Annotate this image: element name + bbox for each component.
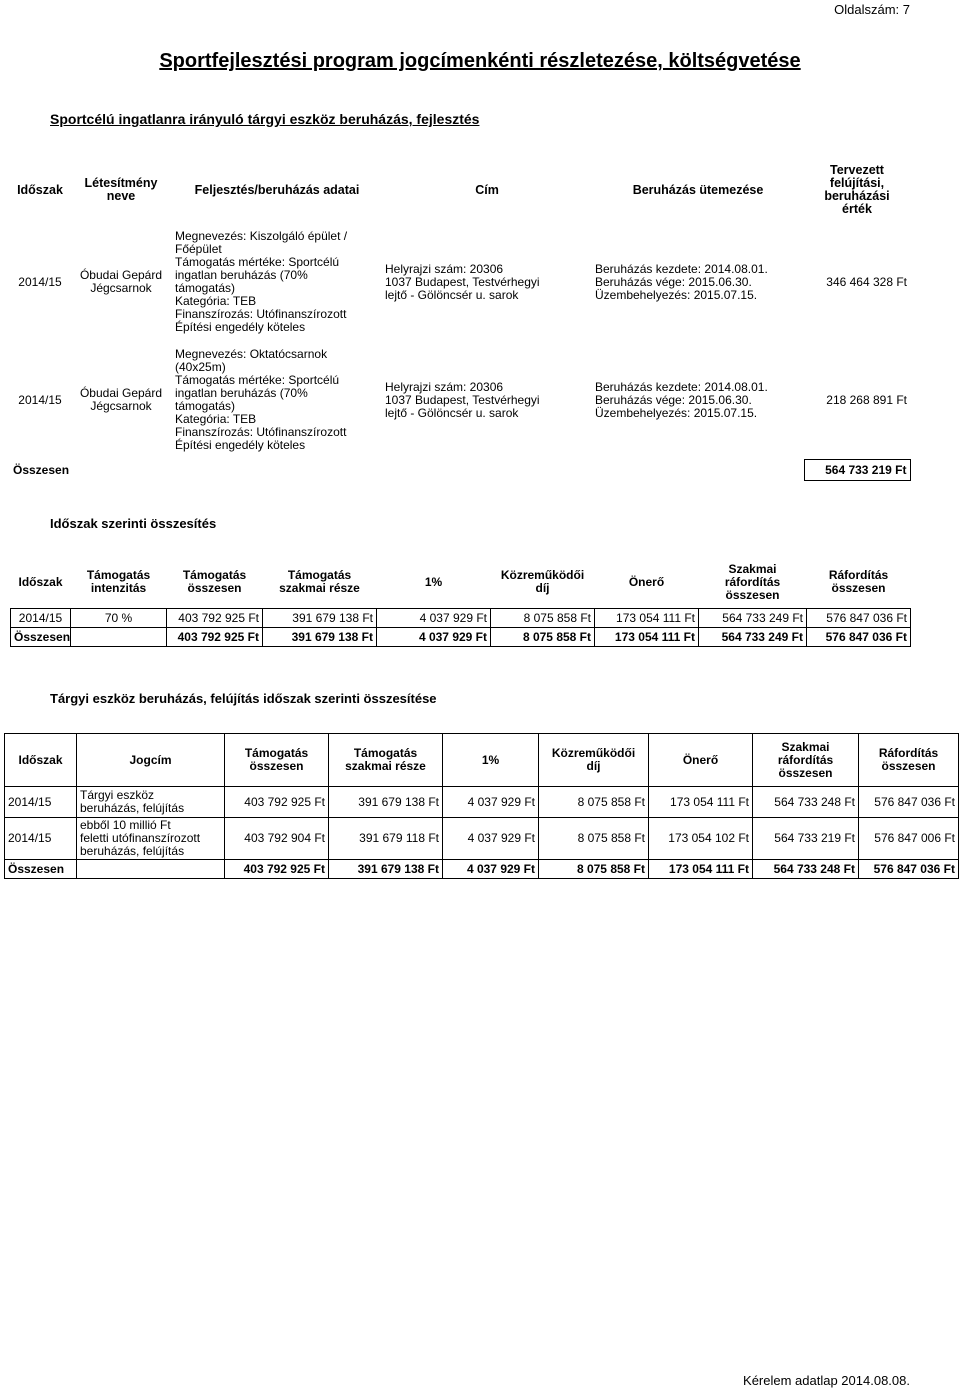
- cell: 391 679 138 Ft: [263, 609, 377, 628]
- page-number: Oldalszám: 7: [834, 2, 910, 17]
- col-header: Támogatás intenzitás: [71, 556, 167, 609]
- cell: 576 847 036 Ft: [859, 860, 959, 879]
- cell: 173 054 111 Ft: [595, 609, 699, 628]
- cell: Összesen: [11, 628, 71, 647]
- cell: 403 792 925 Ft: [167, 609, 263, 628]
- col-header: 1%: [443, 734, 539, 787]
- cell: 4 037 929 Ft: [377, 628, 491, 647]
- cell: 4 037 929 Ft: [443, 787, 539, 818]
- cell: 173 054 102 Ft: [649, 818, 753, 860]
- col-header: Ráfordítás összesen: [859, 734, 959, 787]
- cell-address: Helyrajzi szám: 20306 1037 Budapest, Testvérhegyi lejtő - Gölöncsér u. sarok: [385, 261, 540, 302]
- col-header: Ráfordítás összesen: [807, 556, 911, 609]
- cell: Tárgyi eszköz beruházás, felújítás: [77, 787, 225, 818]
- cell: [77, 860, 225, 879]
- cell: 8 075 858 Ft: [491, 628, 595, 647]
- cell-period: 2014/15: [18, 274, 62, 289]
- project-table: [10, 157, 911, 481]
- col-header: Beruházás ütemezése: [632, 182, 764, 197]
- col-header: Jogcím: [77, 734, 225, 787]
- col-header: 1%: [377, 556, 491, 609]
- cell: 576 847 036 Ft: [807, 609, 911, 628]
- cell: 8 075 858 Ft: [491, 609, 595, 628]
- cell: 173 054 111 Ft: [595, 628, 699, 647]
- cell: 2014/15: [11, 609, 71, 628]
- cell: 564 733 219 Ft: [753, 818, 859, 860]
- cell: 391 679 138 Ft: [329, 860, 443, 879]
- page-title: Sportfejlesztési program jogcímenkénti részletezése, költségvetése: [159, 50, 801, 72]
- col-header: Önerő: [649, 734, 753, 787]
- table-row: [5, 787, 959, 818]
- cell: 564 733 248 Ft: [753, 787, 859, 818]
- period-summary-heading: Időszak szerinti összesítés: [50, 516, 217, 531]
- total-row: [5, 860, 959, 879]
- col-header: Cím: [475, 182, 499, 197]
- col-header: Tervezett felújítási, beruházási érték: [824, 163, 890, 216]
- cell: Összesen: [5, 860, 77, 879]
- asset-summary-heading: Tárgyi eszköz beruházás, felújítás időszak szerinti összesítése: [50, 691, 437, 706]
- asset-summary-header: [5, 734, 959, 787]
- total-row: [10, 460, 910, 481]
- section-subtitle: Sportcélú ingatlanra irányuló tárgyi eszköz beruházás, fejlesztés: [50, 111, 480, 127]
- cell: 403 792 904 Ft: [225, 818, 329, 860]
- table-row: [5, 818, 959, 860]
- cell: 576 847 036 Ft: [807, 628, 911, 647]
- col-header: Időszak: [11, 556, 71, 609]
- cell: 403 792 925 Ft: [225, 787, 329, 818]
- cell: 8 075 858 Ft: [539, 860, 649, 879]
- col-header: Időszak: [5, 734, 77, 787]
- cell: 576 847 006 Ft: [859, 818, 959, 860]
- cell-facility: Óbudai Gepárd Jégcsarnok: [79, 386, 163, 414]
- cell: 391 679 138 Ft: [263, 628, 377, 647]
- col-header: Közreműködői díj: [539, 734, 649, 787]
- cell: 8 075 858 Ft: [539, 787, 649, 818]
- col-header: Szakmai ráfordítás összesen: [753, 734, 859, 787]
- col-header: Támogatás szakmai része: [329, 734, 443, 787]
- col-header: Támogatás összesen: [225, 734, 329, 787]
- cell: 4 037 929 Ft: [443, 860, 539, 879]
- period-summary-header: [11, 556, 911, 609]
- cell: 2014/15: [5, 787, 77, 818]
- cell: 8 075 858 Ft: [539, 818, 649, 860]
- asset-summary-table: [4, 733, 959, 879]
- total-value: 564 733 219 Ft: [804, 460, 910, 481]
- cell: 403 792 925 Ft: [225, 860, 329, 879]
- total-row: [11, 628, 911, 647]
- cell-address: Helyrajzi szám: 20306 1037 Budapest, Testvérhegyi lejtő - Gölöncsér u. sarok: [385, 379, 540, 420]
- total-label: Összesen: [13, 462, 70, 477]
- col-header: Létesítmény neve: [84, 176, 158, 203]
- cell-schedule: Beruházás kezdete: 2014.08.01. Beruházás vége: 2015.06.30. Üzembehelyezés: 2015.07.15.: [595, 379, 768, 420]
- table-row: [10, 223, 910, 341]
- cell: 70 %: [71, 609, 167, 628]
- cell: 576 847 036 Ft: [859, 787, 959, 818]
- cell: 2014/15: [5, 818, 77, 860]
- cell-details: Megnevezés: Oktatócsarnok (40x25m) Támogatás mértéke: Sportcélú ingatlan beruházás (70% támogatás) Kategória: TEB Finanszírozás: Utófinanszírozott Építési engedély köteles: [175, 347, 347, 453]
- cell: 4 037 929 Ft: [443, 818, 539, 860]
- col-header: Önerő: [595, 556, 699, 609]
- table-row: [10, 341, 910, 460]
- cell: 564 733 249 Ft: [699, 609, 807, 628]
- cell: 564 733 248 Ft: [753, 860, 859, 879]
- cell-period: 2014/15: [18, 392, 62, 407]
- col-header: Szakmai ráfordítás összesen: [699, 556, 807, 609]
- project-table-header: [10, 157, 910, 223]
- col-header: Támogatás összesen: [167, 556, 263, 609]
- cell-schedule: Beruházás kezdete: 2014.08.01. Beruházás vége: 2015.06.30. Üzembehelyezés: 2015.07.15.: [595, 261, 768, 302]
- cell-value: 346 464 328 Ft: [826, 274, 907, 289]
- cell: 403 792 925 Ft: [167, 628, 263, 647]
- cell: 564 733 249 Ft: [699, 628, 807, 647]
- cell: ebből 10 millió Ft feletti utófinanszírozott beruházás, felújítás: [77, 818, 225, 860]
- cell: 4 037 929 Ft: [377, 609, 491, 628]
- cell: 391 679 138 Ft: [329, 787, 443, 818]
- col-header: Feljesztés/beruházás adatai: [194, 182, 360, 197]
- cell-details: Megnevezés: Kiszolgáló épület / Főépület Támogatás mértéke: Sportcélú ingatlan beruházás (70% támogatás) Kategória: TEB Finanszírozás: Utófinanszírozott Építési engedély köteles: [175, 229, 348, 334]
- table-row: [11, 609, 911, 628]
- cell: 173 054 111 Ft: [649, 860, 753, 879]
- col-header: Időszak: [17, 182, 63, 197]
- cell: 391 679 118 Ft: [329, 818, 443, 860]
- cell-facility: Óbudai Gepárd Jégcsarnok: [79, 268, 163, 295]
- cell: [71, 628, 167, 647]
- cell: 173 054 111 Ft: [649, 787, 753, 818]
- footer-text: Kérelem adatlap 2014.08.08.: [743, 1373, 910, 1388]
- col-header: Közreműködői díj: [491, 556, 595, 609]
- col-header: Támogatás szakmai része: [263, 556, 377, 609]
- cell-value: 218 268 891 Ft: [826, 392, 907, 407]
- period-summary-table: [10, 556, 911, 647]
